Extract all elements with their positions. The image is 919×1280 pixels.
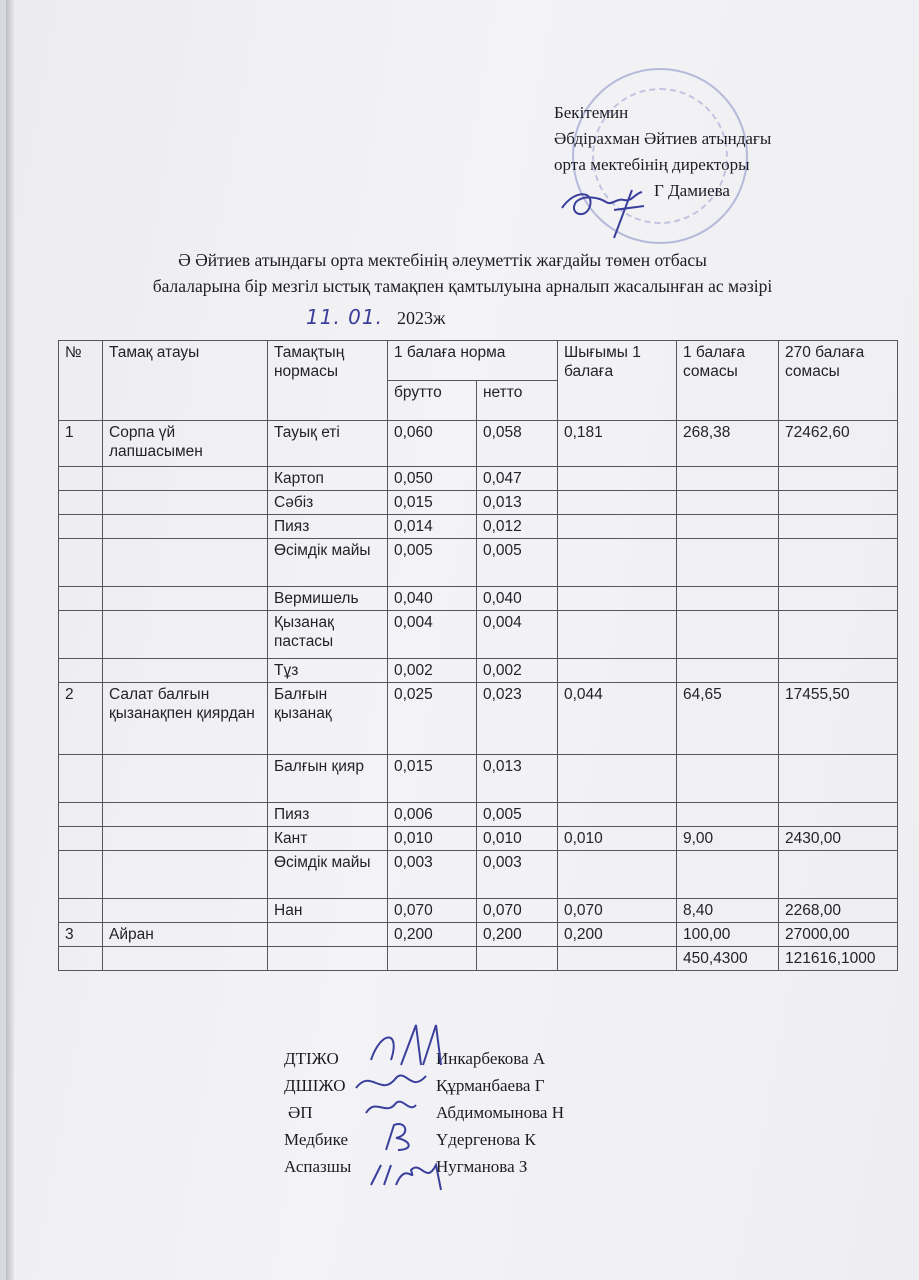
cell-dish: Салат балғын қызанақпен қиярдан (103, 683, 268, 755)
date-line (306, 305, 445, 329)
cell-sum1 (677, 515, 779, 539)
header-output: Шығымы 1 балаға (558, 341, 677, 421)
cell-num (59, 587, 103, 611)
cell-sum270 (779, 587, 898, 611)
cell-brutto: 0,070 (388, 899, 477, 923)
cell-item: Балғын қияр (268, 755, 388, 803)
cell-num: 3 (59, 923, 103, 947)
table-row (59, 491, 898, 515)
cell-num (59, 899, 103, 923)
cell-item: Вермишель (268, 587, 388, 611)
cell-brutto (388, 947, 477, 971)
cell-num (59, 611, 103, 659)
cell-item (268, 923, 388, 947)
table-row (59, 467, 898, 491)
signature-name: Нугманова З (436, 1157, 528, 1176)
cell-out (558, 611, 677, 659)
cell-netto: 0,003 (477, 851, 558, 899)
cell-out: 0,181 (558, 421, 677, 467)
cell-out: 0,044 (558, 683, 677, 755)
cell-num (59, 491, 103, 515)
table-row (59, 851, 898, 899)
cell-out (558, 803, 677, 827)
cell-num (59, 851, 103, 899)
signature-scribble (361, 1095, 421, 1120)
cell-out (558, 491, 677, 515)
cell-sum1: 64,65 (677, 683, 779, 755)
cell-dish: Сорпа үй лапшасымен (103, 421, 268, 467)
page-edge-shadow (6, 0, 14, 1280)
signature-name: Құрманбаева Г (436, 1076, 545, 1095)
cell-sum1 (677, 611, 779, 659)
table-row (59, 421, 898, 467)
table-row (59, 899, 898, 923)
year: 2023ж (396, 308, 446, 328)
cell-num (59, 803, 103, 827)
signature-role: ДШІЖО (284, 1076, 346, 1095)
table-row (59, 587, 898, 611)
document-page (6, 0, 919, 1280)
cell-sum1 (677, 755, 779, 803)
cell-dish (103, 539, 268, 587)
cell-item: Қызанақ пастасы (268, 611, 388, 659)
cell-out (558, 587, 677, 611)
cell-item: Сәбіз (268, 491, 388, 515)
cell-sum270 (779, 659, 898, 683)
table-row (59, 923, 898, 947)
cell-sum1: 100,00 (677, 923, 779, 947)
header-dish: Тамақ атауы (103, 341, 268, 421)
table-row (59, 611, 898, 659)
cell-out (558, 467, 677, 491)
cell-netto: 0,012 (477, 515, 558, 539)
cell-dish (103, 611, 268, 659)
signature-name: Инкарбекова А (436, 1049, 546, 1068)
cell-num (59, 947, 103, 971)
cell-item: Нан (268, 899, 388, 923)
cell-dish (103, 755, 268, 803)
cell-brutto: 0,004 (388, 611, 477, 659)
cell-sum270: 17455,50 (779, 683, 898, 755)
cell-num (59, 515, 103, 539)
cell-brutto: 0,015 (388, 491, 477, 515)
approval-line-1: Бекітемин (554, 103, 629, 122)
cell-netto: 0,013 (477, 491, 558, 515)
director-signature (554, 180, 664, 240)
cell-dish (103, 491, 268, 515)
cell-netto: 0,010 (477, 827, 558, 851)
signature-scribble (366, 1155, 456, 1195)
cell-netto: 0,200 (477, 923, 558, 947)
table-row (59, 659, 898, 683)
header-norm: Тамақтың нормасы (268, 341, 388, 421)
header-per-child-norm: 1 балаға норма (388, 341, 558, 381)
approval-line-3: орта мектебінің директоры (554, 155, 750, 174)
cell-brutto: 0,014 (388, 515, 477, 539)
cell-sum270 (779, 491, 898, 515)
cell-sum270: 2430,00 (779, 827, 898, 851)
cell-out (558, 947, 677, 971)
cell-num (59, 467, 103, 491)
cell-sum270: 27000,00 (779, 923, 898, 947)
signature-name: Үдергенова К (436, 1130, 536, 1149)
cell-num (59, 827, 103, 851)
cell-num (59, 659, 103, 683)
cell-dish (103, 467, 268, 491)
cell-netto: 0,013 (477, 755, 558, 803)
cell-brutto: 0,010 (388, 827, 477, 851)
cell-dish (103, 587, 268, 611)
signature-scribble (376, 1120, 426, 1155)
cell-netto: 0,005 (477, 803, 558, 827)
cell-num: 2 (59, 683, 103, 755)
cell-out (558, 659, 677, 683)
cell-netto: 0,002 (477, 659, 558, 683)
cell-item: Картоп (268, 467, 388, 491)
header-netto: нетто (477, 381, 558, 421)
table-row (59, 803, 898, 827)
cell-out (558, 755, 677, 803)
cell-sum270 (779, 803, 898, 827)
cell-item: Өсімдік майы (268, 539, 388, 587)
cell-brutto: 0,040 (388, 587, 477, 611)
cell-sum1 (677, 539, 779, 587)
cell-brutto: 0,003 (388, 851, 477, 899)
cell-brutto: 0,002 (388, 659, 477, 683)
cell-item: Кант (268, 827, 388, 851)
signature-role: ДТІЖО (284, 1049, 339, 1068)
cell-sum270 (779, 755, 898, 803)
approval-signer: Г Дамиева (654, 181, 730, 200)
cell-sum1 (677, 659, 779, 683)
cell-dish (103, 803, 268, 827)
title-line-1: Ә Әйтиев атындағы орта мектебінің әлеуметтік жағдайы төмен отбасы (178, 250, 707, 270)
cell-sum270 (779, 515, 898, 539)
cell-netto: 0,004 (477, 611, 558, 659)
cell-item: Өсімдік майы (268, 851, 388, 899)
cell-sum270: 2268,00 (779, 899, 898, 923)
cell-item: Пияз (268, 803, 388, 827)
cell-brutto: 0,006 (388, 803, 477, 827)
header-brutto: брутто (388, 381, 477, 421)
cell-item (268, 947, 388, 971)
signature-name: Абдимомынова Н (436, 1103, 564, 1122)
cell-brutto: 0,060 (388, 421, 477, 467)
cell-sum1 (677, 467, 779, 491)
cell-netto: 0,058 (477, 421, 558, 467)
table-row (59, 683, 898, 755)
cell-dish (103, 827, 268, 851)
cell-sum1 (677, 803, 779, 827)
cell-sum270: 121616,1000 (779, 947, 898, 971)
cell-item: Пияз (268, 515, 388, 539)
cell-netto: 0,047 (477, 467, 558, 491)
cell-dish (103, 947, 268, 971)
approval-line-2: Әбдірахман Әйтиев атындағы (554, 129, 772, 148)
cell-netto: 0,040 (477, 587, 558, 611)
cell-dish (103, 899, 268, 923)
signature-scribble (351, 1068, 431, 1098)
cell-netto (477, 947, 558, 971)
cell-dish (103, 515, 268, 539)
cell-num: 1 (59, 421, 103, 467)
cell-item: Балғын қызанақ (268, 683, 388, 755)
signature-role: Медбике (284, 1130, 348, 1149)
table-row (59, 947, 898, 971)
cell-netto: 0,070 (477, 899, 558, 923)
cell-sum1 (677, 587, 779, 611)
cell-netto: 0,005 (477, 539, 558, 587)
cell-sum270 (779, 611, 898, 659)
cell-out: 0,200 (558, 923, 677, 947)
cell-sum1: 8,40 (677, 899, 779, 923)
menu-table (58, 340, 898, 971)
cell-dish (103, 659, 268, 683)
cell-brutto: 0,200 (388, 923, 477, 947)
cell-dish: Айран (103, 923, 268, 947)
header-num: № (59, 341, 103, 421)
cell-out: 0,070 (558, 899, 677, 923)
cell-brutto: 0,005 (388, 539, 477, 587)
cell-sum1 (677, 491, 779, 515)
cell-sum270 (779, 851, 898, 899)
cell-sum1: 9,00 (677, 827, 779, 851)
table-row (59, 515, 898, 539)
cell-out (558, 515, 677, 539)
table-row (59, 755, 898, 803)
cell-num (59, 755, 103, 803)
title-line-2: балаларына бір мезгіл ыстық тамақпен қамтылуына арналып жасалынған ас мәзірі (152, 276, 773, 296)
cell-brutto: 0,025 (388, 683, 477, 755)
table-row (59, 827, 898, 851)
cell-out: 0,010 (558, 827, 677, 851)
signature-role: Аспазшы (284, 1157, 352, 1176)
cell-out (558, 851, 677, 899)
cell-item: Тауық еті (268, 421, 388, 467)
header-sum-270: 270 балаға сомасы (779, 341, 898, 421)
cell-sum1 (677, 851, 779, 899)
cell-num (59, 539, 103, 587)
cell-sum1: 450,4300 (677, 947, 779, 971)
header-sum-1: 1 балаға сомасы (677, 341, 779, 421)
cell-brutto: 0,050 (388, 467, 477, 491)
cell-sum1: 268,38 (677, 421, 779, 467)
cell-netto: 0,023 (477, 683, 558, 755)
handwritten-date: 11. 01. (306, 305, 383, 329)
cell-sum270: 72462,60 (779, 421, 898, 467)
cell-out (558, 539, 677, 587)
cell-brutto: 0,015 (388, 755, 477, 803)
table-row (59, 539, 898, 587)
cell-item: Тұз (268, 659, 388, 683)
signature-role: ӘП (288, 1103, 313, 1122)
cell-sum270 (779, 539, 898, 587)
cell-dish (103, 851, 268, 899)
cell-sum270 (779, 467, 898, 491)
